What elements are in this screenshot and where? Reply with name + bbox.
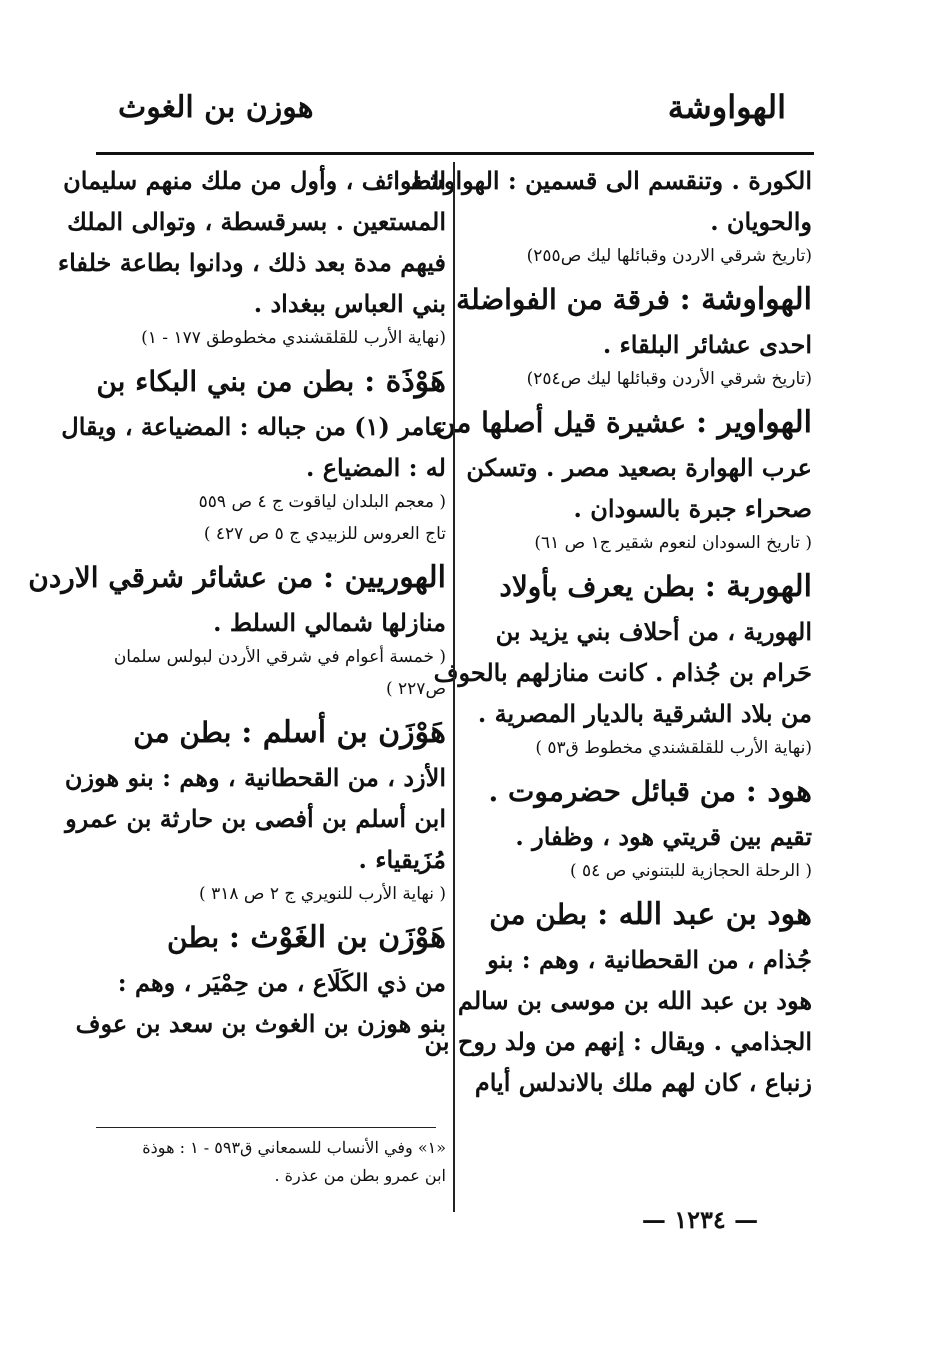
entry-text: بطن من بني البكاء بن — [96, 365, 365, 398]
text-line: صحراء جبرة بالسودان . — [573, 494, 812, 523]
entry-headword-line — [462, 563, 812, 611]
entry-headword-line — [96, 358, 446, 406]
text-line: احدى عشائر البلقاء . — [602, 330, 812, 359]
text-line: حَرام بن جُذام . كانت منازلهم بالحوف — [433, 658, 812, 687]
text-line: فيهم مدة بعد ذلك ، ودانوا بطاعة خلفاء — [57, 248, 446, 277]
text-line: له : المضياع . — [305, 453, 446, 482]
entry-headword: الهوربة : — [704, 569, 812, 604]
citation: ( الرحلة الحجازية للبتنوني ص ٥٤ ) — [569, 861, 812, 881]
citation: ( خمسة أعوام في شرقي الأردن لبولس سلمان — [113, 647, 446, 667]
text-line: تقيم بين قريتي هود ، وظفار . — [515, 822, 812, 851]
text-line: المستعين . بسرقسطة ، وتوالى الملك — [67, 207, 446, 236]
entry-headword: هَوْزَن بن الغَوْث : — [228, 920, 446, 955]
entry-text: فرقة من الفواضلة — [456, 283, 680, 316]
citation: ( معجم البلدان لياقوت ج ٤ ص ٥٥٩ — [198, 492, 446, 512]
text-line: جُذام ، من القحطانية ، وهم : بنو — [487, 945, 812, 974]
entry-text: من عشائر شرقي الاردن — [28, 561, 323, 594]
text-line: ابن أسلم بن أفصى بن حارثة بن عمرو — [65, 804, 446, 833]
footnote-line: ابن عمرو بطن من عذرة . — [274, 1166, 446, 1185]
entry-text: عشيرة قيل أصلها من — [435, 406, 696, 439]
entry-headword-line — [435, 399, 812, 447]
text-line: بني العباس ببغداد . — [253, 289, 446, 318]
entry-headword: الهواوير : — [695, 405, 812, 440]
text-line: بنو هوزن بن الغوث بن سعد بن عوف — [75, 1009, 446, 1038]
text-line: من ذي الكَلَاع ، من حِمْيَر ، وهم : — [117, 968, 446, 997]
text-line: هود بن عبد الله بن موسى بن سالم — [457, 986, 812, 1015]
header-rule — [96, 152, 814, 155]
column-divider — [453, 162, 455, 1212]
citation: (نهاية الأرب للقلقشندي مخطوط ق٥٣ ) — [535, 738, 812, 758]
citation: ( نهاية الأرب للنويري ج ٢ ص ٣١٨ ) — [199, 884, 446, 904]
citation: ص٢٢٧ ) — [385, 679, 446, 699]
citation: (تاريخ شرقي الأردن وقبائلها ليك ص٢٥٤) — [526, 369, 812, 389]
text-line: الأزد ، من القحطانية ، وهم : بنو هوزن — [64, 763, 446, 792]
text-line: الهورية ، من أحلاف بني يزيد بن — [495, 617, 812, 646]
entry-text: بطن من — [133, 716, 242, 749]
entry-text: بطن — [167, 921, 229, 954]
text-line: منازلها شمالي السلط . — [213, 608, 446, 637]
text-line: عامر (١) من جباله : المضياعة ، ويقال — [61, 412, 446, 441]
entry-headword: الهواوشة : — [679, 282, 812, 317]
footnote-line: «١» وفي الأنساب للسمعاني ق٥٩٣ - ١ : هوذة — [142, 1138, 446, 1157]
running-header-left: هوزن بن الغوث — [118, 90, 314, 125]
text-line: الطوائف ، وأول من ملك منهم سليمان — [63, 166, 446, 195]
citation: تاج العروس للزبيدي ج ٥ ص ٤٢٧ ) — [203, 524, 446, 544]
left-column — [28, 160, 446, 1044]
entry-headword-line — [462, 768, 812, 816]
entry-headword-line — [96, 914, 446, 962]
citation: (نهاية الأرب للقلقشندي مخطوطق ١٧٧ - ١) — [141, 328, 446, 348]
text-line: والحويان . — [710, 207, 812, 236]
entry-text: بطن يعرف بأولاد — [499, 570, 705, 603]
text-line: عرب الهوارة بصعيد مصر . وتسكن — [466, 453, 812, 482]
text-line: زنباع ، كان لهم ملك بالاندلس أيام — [474, 1068, 812, 1097]
running-header-right: الهواوشة — [667, 88, 786, 126]
citation: (تاريخ شرقي الاردن وقبائلها ليك ص٢٥٥) — [526, 246, 812, 266]
entry-text: بطن من — [489, 898, 598, 931]
entry-headword-line — [28, 554, 446, 602]
entry-headword: هَوْذَة : — [364, 364, 446, 399]
text-line: مُزَيقياء . — [358, 845, 446, 874]
entry-headword: هود بن عبد الله : — [597, 897, 812, 932]
entry-text: من قبائل حضرموت . — [488, 775, 746, 808]
entry-headword-line — [462, 891, 812, 939]
text-line: الجذامي . ويقال : إنهم من ولد روح بن — [424, 1027, 812, 1056]
entry-headword: الهوريين : — [322, 560, 446, 595]
entry-headword-line — [456, 276, 812, 324]
footnote — [96, 1134, 446, 1190]
page-number: — ١٢٣٤ — — [641, 1205, 759, 1234]
text-line: الكورة . وتنقسم الى قسمين : الهواوشة — [410, 166, 812, 195]
text-line: من بلاد الشرقية بالديار المصرية . — [477, 699, 812, 728]
entry-headword-line — [96, 709, 446, 757]
entry-headword: هود : — [745, 774, 812, 809]
footnote-rule — [96, 1127, 436, 1128]
entry-headword: هَوْزَن بن أسلم : — [241, 715, 446, 750]
citation: ( تاريخ السودان لنعوم شقير ج١ ص ٦١) — [534, 533, 812, 553]
